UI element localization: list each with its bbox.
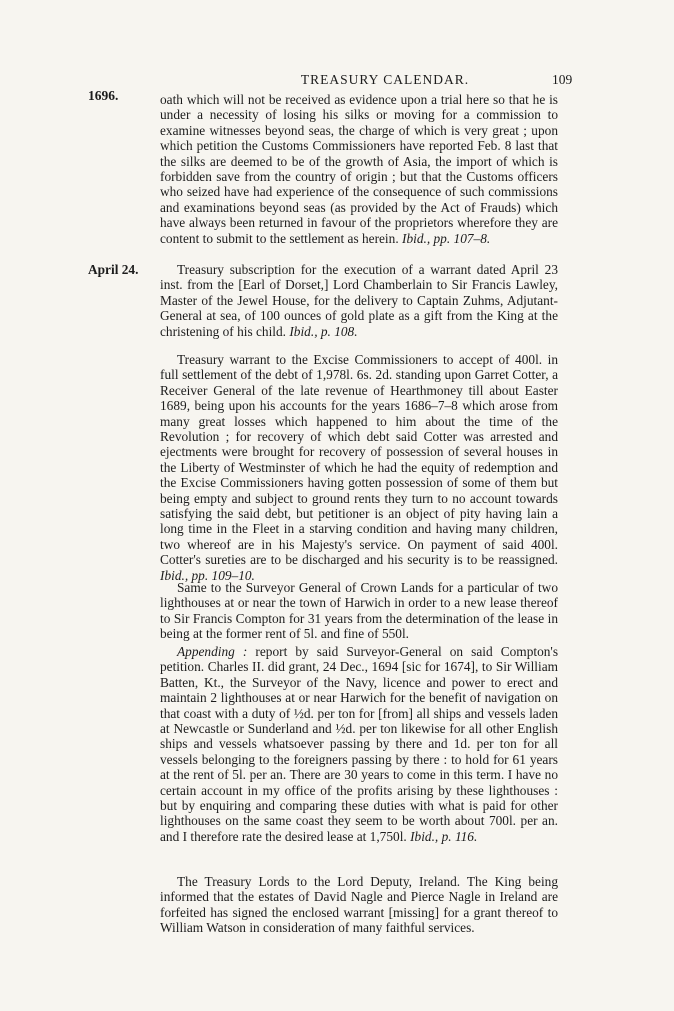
paragraph-reference: Ibid., p. 108.: [289, 323, 358, 339]
paragraph-text: Treasury subscription for the execution of a warrant dated April 23 inst. from the [Earl of Dorset,] Lord Chamberlain to Sir Francis Lawley, Master of the Jewel House, for the delivery to Captain Zuhms, Adjutant-General at sea, of 100 ounces of gold plate as a gift from the King at the christening of his child.: [160, 262, 558, 339]
margin-year: 1696.: [88, 88, 119, 103]
paragraph-1: [160, 92, 558, 246]
paragraph-reference: Ibid., pp. 107–8.: [402, 230, 491, 246]
watermark: [54, 423, 102, 463]
paragraph-3: [160, 352, 558, 583]
paragraph-reference: Ibid., pp. 109–10.: [160, 567, 255, 583]
paragraph-5: [160, 644, 558, 844]
paragraph-2: [160, 262, 558, 339]
paragraph-text: Treasury warrant to the Excise Commissioners to accept of 400l. in full settlement of the debt of 1,978l. 6s. 2d. standing upon Garret Cotter, a Receiver General of the late revenue of Hearthmoney till about Easter 1689, being upon his accounts for the years 1686–7–8 which arose from many great losses which happened to him about the time of the Revolution ; for recovery of which debt said Cotter was arrested and ejectments were brought for recovery of possession of several houses in the Liberty of Westminster of which he had the equity of redemption and the Excise Commissioners having gotten possession of some of them but being empty and subject to ground rents they turn to no account towards satisfying the said debt, but petitioner is an object of pity having lain a long time in the Fleet in a starving condition and having many children, two whereof are in his Majesty's service. On payment of said 400l. Cotter's sureties are to be discharged and his security is to be reassigned.: [160, 352, 558, 568]
page-number: 109: [552, 72, 573, 87]
paragraph-6: [160, 874, 558, 936]
paragraph-text: Same to the Surveyor General of Crown Lands for a particular of two lighthouses at or near the town of Harwich in order to a new lease thereof to Sir Francis Compton for 31 years from the determination of the lease in being at the former rent of 5l. and fine of 550l.: [160, 580, 558, 642]
running-title: TREASURY CALENDAR.: [300, 72, 470, 87]
paragraph-text: oath which will not be received as evidence upon a trial here so that he is under a necessity of losing his silks or moving for a commission to examine witnesses beyond seas, the charge of which is very great ; upon which petition the Customs Commissioners have reported Feb. 8 last that the silks are deemed to be of the growth of Asia, the import of which is forbidden save from the country of origin ; but that the Customs officers who seized have had experience of the consequence of such commissions and examinations beyond seas (as provided by the Act of Frauds) which have always been returned in favour of the proprietors wherefore they are content to submit to the settlement as herein.: [160, 92, 558, 246]
paragraph-text: report by said Surveyor-General on said Compton's petition. Charles II. did grant, 24 Dec., 1694 [sic for 1674], to Sir William Batten, Kt., the Surveyor of the Navy, licence and power to erect and maintain 2 lighthouses at or near Harwich for the benefit of navigation on that coast with a duty of ½d. per ton for [from] all ships and vessels laden at Newcastle or Sunderland and ½d. per ton likewise for all other English ships and vessels whatsoever passing by there and 1d. per ton for all vessels belonging to the foreigners passing by there : to hold for 61 years at the rent of 5l. per an. There are 30 years to come in this term. I have no certain account in my office of the profits arising by these lighthouses : but by enquiring and comparing these duties with what is paid for other lighthouses on the same coast they seem to be worth about 700l. per an. and I therefore rate the desired lease at 1,750l.: [160, 644, 559, 844]
paragraph-lead: Appending :: [177, 644, 248, 659]
paragraph-4: [160, 580, 558, 642]
paragraph-text: The Treasury Lords to the Lord Deputy, Ireland. The King being informed that the estates of David Nagle and Pierce Nagle in Ireland are forfeited has signed the enclosed warrant [missing] for a grant thereof to William Watson in consideration of many faithful services.: [160, 874, 558, 936]
paragraph-reference: Ibid., p. 116.: [410, 828, 478, 844]
margin-date: April 24.: [88, 262, 139, 277]
